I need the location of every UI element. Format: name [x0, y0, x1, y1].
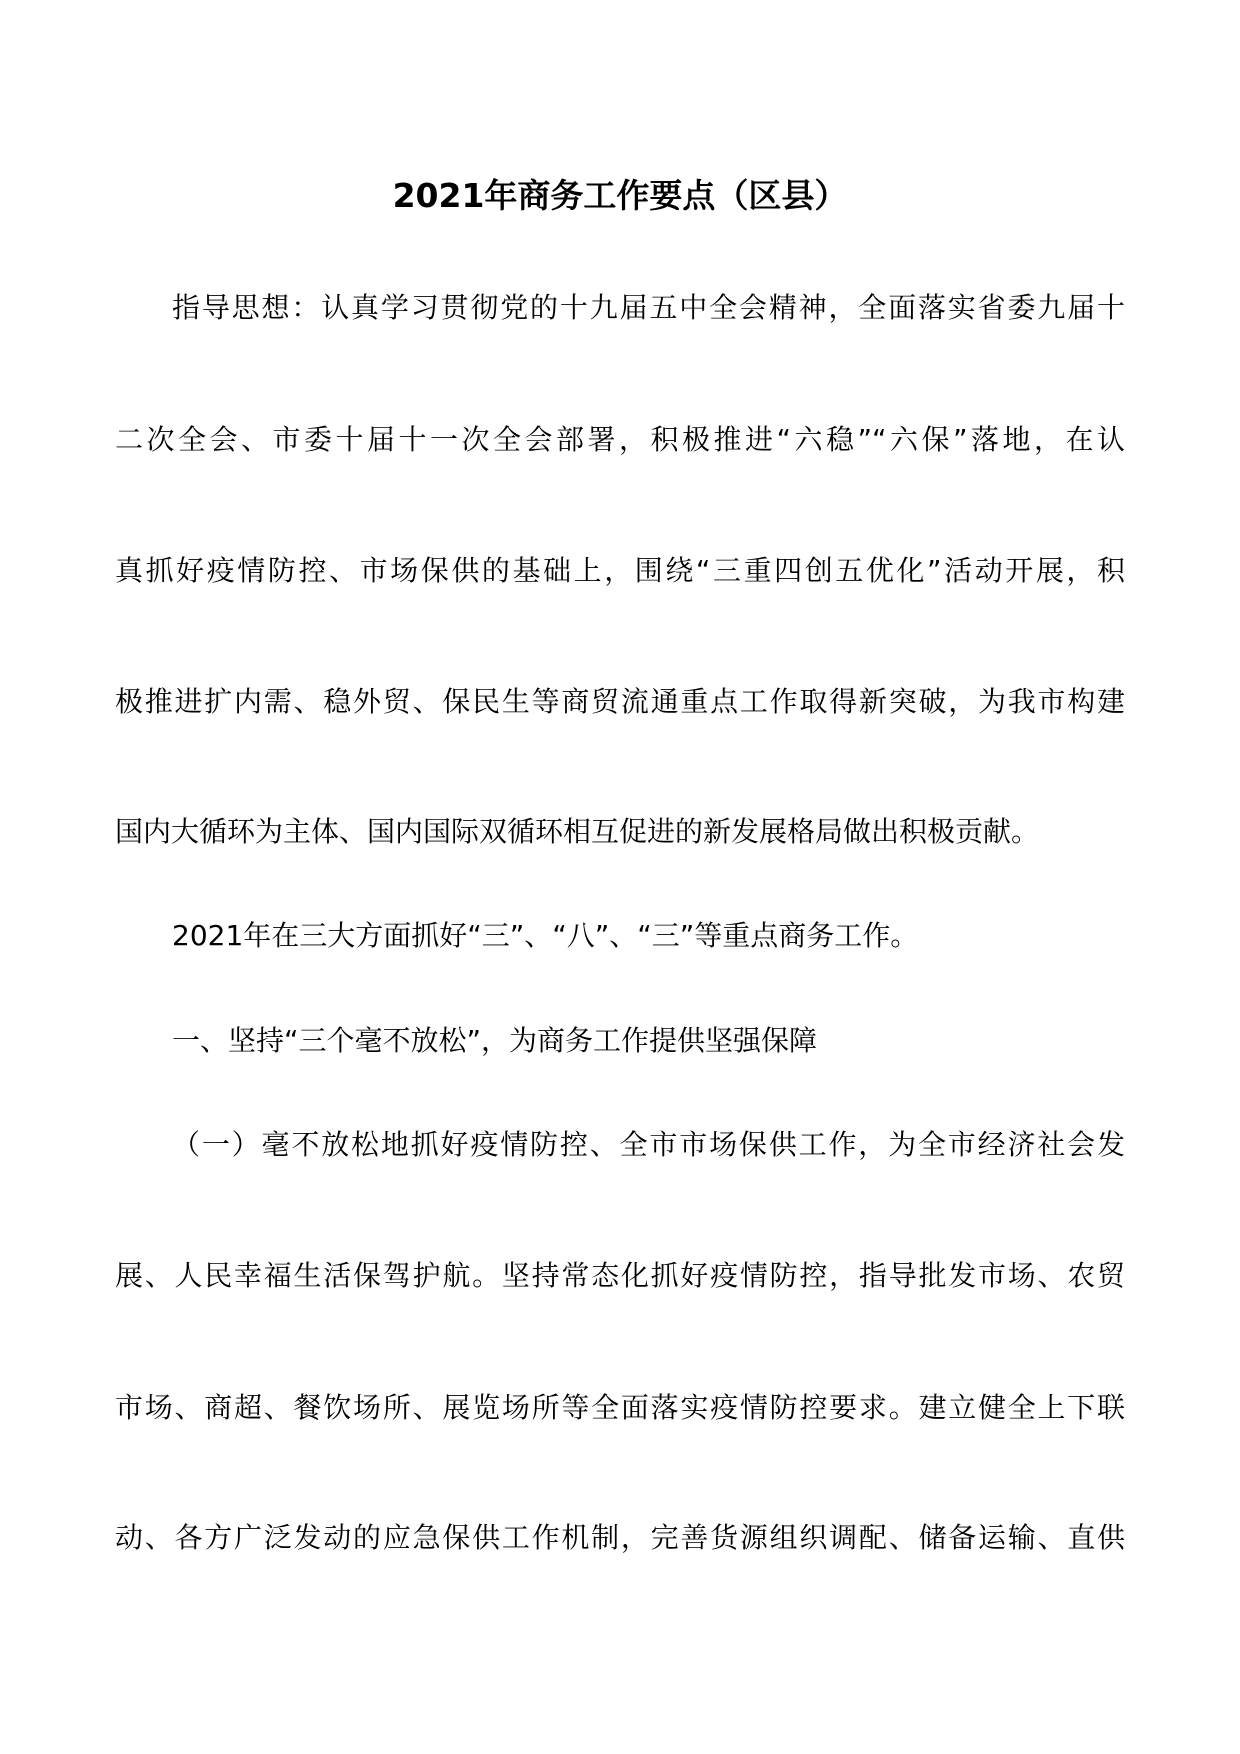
paragraph-line: 展、人民幸福生活保驾护航。坚持常态化抓好疫情防控，指导批发市场、农贸	[115, 1259, 1125, 1292]
paragraph-line: 二次全会、市委十届十一次全会部署，积极推进“六稳”“六保”落地，在认	[115, 423, 1125, 456]
document-title: 2021年商务工作要点（区县）	[392, 176, 848, 215]
paragraph-line: 真抓好疫情防控、市场保供的基础上，围绕“三重四创五优化”活动开展，积	[115, 554, 1125, 587]
paragraph-line: 动、各方广泛发动的应急保供工作机制，完善货源组织调配、储备运输、直供	[115, 1521, 1125, 1554]
paragraph-line: （一）毫不放松地抓好疫情防控、全市市场保供工作，为全市经济社会发	[172, 1128, 1125, 1161]
paragraph-line: 市场、商超、餐饮场所、展览场所等全面落实疫情防控要求。建立健全上下联	[115, 1391, 1125, 1424]
section-heading: 一、坚持“三个毫不放松”，为商务工作提供坚强保障	[172, 1024, 818, 1057]
paragraph-line: 极推进扩内需、稳外贸、保民生等商贸流通重点工作取得新突破，为我市构建	[115, 685, 1125, 718]
paragraph-line: 指导思想：认真学习贯彻党的十九届五中全会精神，全面落实省委九届十	[172, 291, 1125, 324]
paragraph-line: 国内大循环为主体、国内国际双循环相互促进的新发展格局做出积极贡献。	[115, 815, 1040, 848]
paragraph-line: 2021年在三大方面抓好“三”、“八”、“三”等重点商务工作。	[172, 919, 919, 952]
